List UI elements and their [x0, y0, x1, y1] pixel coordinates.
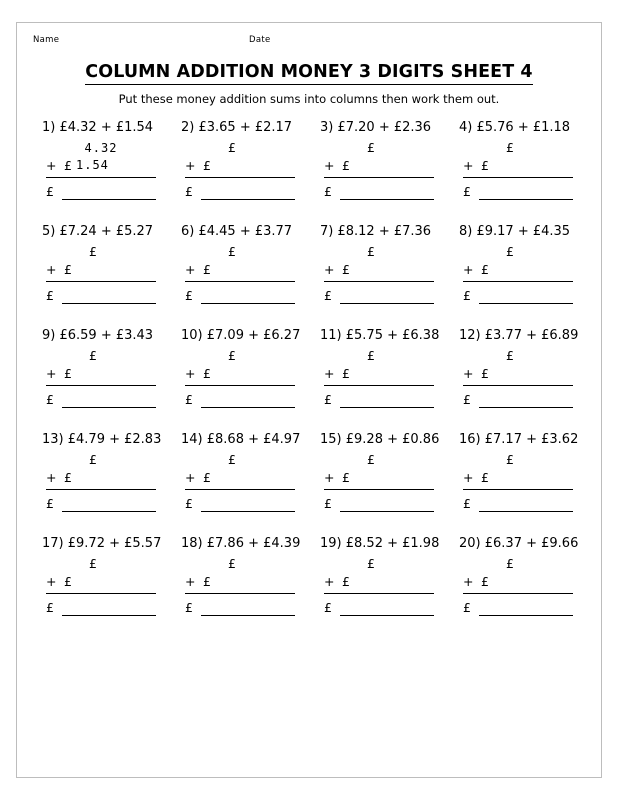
- addend-top-value: 4.32: [84, 141, 118, 155]
- question-text: 8) £9.17 + £4.35: [459, 224, 571, 239]
- addend-bottom-row: [185, 156, 295, 178]
- currency-symbol: £: [367, 348, 375, 363]
- currency-symbol: £: [64, 470, 72, 485]
- answer-rule: [479, 199, 573, 200]
- currency-symbol: £: [481, 158, 489, 173]
- answer-rule: [201, 407, 295, 408]
- name-label: Name: [33, 35, 60, 45]
- currency-symbol: £: [324, 496, 332, 511]
- answer-rule: [201, 615, 295, 616]
- currency-symbol: £: [46, 184, 54, 199]
- currency-symbol: £: [367, 556, 375, 571]
- answer-row[interactable]: [324, 286, 434, 308]
- currency-symbol: £: [203, 262, 211, 277]
- currency-symbol: £: [506, 556, 514, 571]
- plus-sign: +: [46, 366, 57, 381]
- page-title: [0, 62, 618, 82]
- answer-rule: [62, 407, 156, 408]
- currency-symbol: £: [203, 366, 211, 381]
- currency-symbol: £: [46, 392, 54, 407]
- question-cell: [34, 328, 173, 412]
- currency-symbol: £: [89, 452, 97, 467]
- currency-symbol: £: [324, 288, 332, 303]
- currency-symbol: £: [64, 158, 72, 173]
- addend-top-row: [324, 347, 434, 364]
- currency-symbol: £: [481, 574, 489, 589]
- answer-rule: [201, 511, 295, 512]
- page-title-text: COLUMN ADDITION MONEY 3 DIGITS SHEET 4: [85, 62, 532, 85]
- currency-symbol: £: [481, 262, 489, 277]
- answer-row[interactable]: [185, 286, 295, 308]
- currency-symbol: £: [185, 184, 193, 199]
- questions-grid: [34, 120, 590, 626]
- question-cell: [312, 536, 451, 620]
- question-cell: [312, 328, 451, 412]
- addend-top-row: [324, 451, 434, 468]
- question-cell: [173, 328, 312, 412]
- answer-row[interactable]: [185, 182, 295, 204]
- currency-symbol: £: [342, 158, 350, 173]
- plus-sign: +: [46, 574, 57, 589]
- answer-rule: [340, 303, 434, 304]
- addend-top-row: [463, 243, 573, 260]
- answer-row[interactable]: [324, 182, 434, 204]
- currency-symbol: £: [228, 348, 236, 363]
- addend-top-row: [185, 555, 295, 572]
- question-cell: [451, 432, 590, 516]
- question-text: 16) £7.17 + £3.62: [459, 432, 579, 447]
- answer-row[interactable]: [324, 494, 434, 516]
- answer-row[interactable]: [185, 598, 295, 620]
- working-area[interactable]: [46, 139, 156, 204]
- plus-sign: +: [463, 574, 474, 589]
- addend-bottom-row: [185, 572, 295, 594]
- addend-bottom-row: [185, 260, 295, 282]
- question-text: 9) £6.59 + £3.43: [42, 328, 154, 343]
- plus-sign: +: [46, 158, 57, 173]
- addend-bottom-row: [46, 468, 156, 490]
- question-text: 7) £8.12 + £7.36: [320, 224, 432, 239]
- question-cell: [34, 432, 173, 516]
- working-area[interactable]: [46, 243, 156, 308]
- question-text: 15) £9.28 + £0.86: [320, 432, 440, 447]
- answer-rule: [479, 303, 573, 304]
- answer-row[interactable]: [46, 390, 156, 412]
- row-spacer: [34, 418, 590, 432]
- addend-bottom-row: [185, 468, 295, 490]
- currency-symbol: £: [185, 600, 193, 615]
- question-cell: [451, 120, 590, 204]
- working-area[interactable]: [185, 243, 295, 308]
- question-cell: [173, 432, 312, 516]
- working-area[interactable]: [463, 555, 573, 620]
- addend-bottom-row: [324, 364, 434, 386]
- working-area[interactable]: [324, 347, 434, 412]
- question-cell: [312, 432, 451, 516]
- working-area[interactable]: [46, 555, 156, 620]
- row-spacer: [34, 314, 590, 328]
- working-area[interactable]: [463, 139, 573, 204]
- addend-bottom-row: [463, 260, 573, 282]
- working-area[interactable]: [463, 347, 573, 412]
- plus-sign: +: [463, 158, 474, 173]
- addend-bottom-row: [46, 156, 156, 178]
- answer-row[interactable]: [463, 182, 573, 204]
- question-row: [34, 432, 590, 516]
- currency-symbol: £: [463, 288, 471, 303]
- addend-top-row: [185, 451, 295, 468]
- answer-row[interactable]: [46, 286, 156, 308]
- addend-top-row: [46, 139, 156, 156]
- answer-rule: [62, 199, 156, 200]
- addend-top-row: [324, 139, 434, 156]
- addend-bottom-row: [324, 468, 434, 490]
- question-cell: [312, 224, 451, 308]
- question-cell: [451, 328, 590, 412]
- addend-top-row: [46, 555, 156, 572]
- plus-sign: +: [324, 262, 335, 277]
- currency-symbol: £: [64, 574, 72, 589]
- currency-symbol: £: [463, 184, 471, 199]
- answer-row[interactable]: [185, 494, 295, 516]
- question-text: 3) £7.20 + £2.36: [320, 120, 432, 135]
- currency-symbol: £: [324, 600, 332, 615]
- question-row: [34, 328, 590, 412]
- working-area[interactable]: [46, 451, 156, 516]
- currency-symbol: £: [463, 496, 471, 511]
- answer-rule: [479, 615, 573, 616]
- question-cell: [173, 224, 312, 308]
- addend-top-row: [463, 555, 573, 572]
- plus-sign: +: [324, 574, 335, 589]
- answer-row[interactable]: [46, 182, 156, 204]
- row-spacer: [34, 522, 590, 536]
- answer-row[interactable]: [46, 598, 156, 620]
- page-subtitle: Put these money addition sums into columns then work them out.: [118, 92, 500, 106]
- currency-symbol: £: [506, 452, 514, 467]
- addend-top-row: [185, 243, 295, 260]
- question-text: 5) £7.24 + £5.27: [42, 224, 154, 239]
- answer-rule: [62, 303, 156, 304]
- working-area[interactable]: [185, 451, 295, 516]
- plus-sign: +: [324, 470, 335, 485]
- question-text: 13) £4.79 + £2.83: [42, 432, 162, 447]
- plus-sign: +: [185, 574, 196, 589]
- currency-symbol: £: [64, 262, 72, 277]
- question-text: 11) £5.75 + £6.38: [320, 328, 440, 343]
- currency-symbol: £: [89, 556, 97, 571]
- answer-row[interactable]: [46, 494, 156, 516]
- plus-sign: +: [185, 158, 196, 173]
- currency-symbol: £: [203, 158, 211, 173]
- answer-row[interactable]: [463, 598, 573, 620]
- currency-symbol: £: [203, 470, 211, 485]
- plus-sign: +: [46, 470, 57, 485]
- answer-row[interactable]: [324, 390, 434, 412]
- question-text: 1) £4.32 + £1.54: [42, 120, 154, 135]
- currency-symbol: £: [342, 574, 350, 589]
- question-text: 4) £5.76 + £1.18: [459, 120, 571, 135]
- addend-top-row: [463, 347, 573, 364]
- currency-symbol: £: [324, 392, 332, 407]
- currency-symbol: £: [506, 244, 514, 259]
- currency-symbol: £: [463, 392, 471, 407]
- currency-symbol: £: [89, 244, 97, 259]
- currency-symbol: £: [46, 600, 54, 615]
- addend-top-row: [46, 347, 156, 364]
- question-cell: [173, 120, 312, 204]
- working-area[interactable]: [46, 347, 156, 412]
- currency-symbol: £: [64, 366, 72, 381]
- answer-rule: [479, 407, 573, 408]
- date-label: Date: [249, 35, 271, 45]
- answer-rule: [201, 303, 295, 304]
- question-cell: [34, 120, 173, 204]
- plus-sign: +: [463, 366, 474, 381]
- plus-sign: +: [185, 366, 196, 381]
- answer-row[interactable]: [463, 286, 573, 308]
- currency-symbol: £: [324, 184, 332, 199]
- currency-symbol: £: [228, 244, 236, 259]
- addend-bottom-row: [46, 572, 156, 594]
- question-cell: [173, 536, 312, 620]
- question-row: [34, 120, 590, 204]
- question-text: 18) £7.86 + £4.39: [181, 536, 301, 551]
- currency-symbol: £: [506, 140, 514, 155]
- question-text: 6) £4.45 + £3.77: [181, 224, 293, 239]
- currency-symbol: £: [185, 392, 193, 407]
- answer-row[interactable]: [463, 494, 573, 516]
- question-text: 19) £8.52 + £1.98: [320, 536, 440, 551]
- addend-bottom-row: [324, 156, 434, 178]
- addend-bottom-row: [463, 364, 573, 386]
- answer-rule: [479, 511, 573, 512]
- question-row: [34, 536, 590, 620]
- currency-symbol: £: [228, 452, 236, 467]
- currency-symbol: £: [185, 288, 193, 303]
- addend-top-row: [324, 243, 434, 260]
- working-area[interactable]: [324, 555, 434, 620]
- answer-rule: [340, 199, 434, 200]
- working-area[interactable]: [463, 451, 573, 516]
- answer-rule: [340, 407, 434, 408]
- currency-symbol: £: [463, 600, 471, 615]
- plus-sign: +: [185, 262, 196, 277]
- question-text: 12) £3.77 + £6.89: [459, 328, 579, 343]
- addend-top-row: [46, 243, 156, 260]
- currency-symbol: £: [46, 288, 54, 303]
- question-cell: [451, 224, 590, 308]
- question-cell: [34, 224, 173, 308]
- header-row: [16, 32, 602, 54]
- question-text: 14) £8.68 + £4.97: [181, 432, 301, 447]
- addend-bottom-row: [185, 364, 295, 386]
- answer-rule: [340, 511, 434, 512]
- addend-bottom-row: [46, 364, 156, 386]
- question-cell: [34, 536, 173, 620]
- addend-bottom-row: [324, 260, 434, 282]
- addend-top-row: [46, 451, 156, 468]
- working-area[interactable]: [463, 243, 573, 308]
- working-area[interactable]: [185, 139, 295, 204]
- addend-bottom-row: [463, 156, 573, 178]
- currency-symbol: £: [185, 496, 193, 511]
- currency-symbol: £: [46, 496, 54, 511]
- currency-symbol: £: [228, 556, 236, 571]
- addend-top-row: [463, 139, 573, 156]
- answer-rule: [201, 199, 295, 200]
- question-cell: [451, 536, 590, 620]
- question-cell: [312, 120, 451, 204]
- addend-top-row: [324, 555, 434, 572]
- currency-symbol: £: [203, 574, 211, 589]
- currency-symbol: £: [342, 366, 350, 381]
- currency-symbol: £: [481, 366, 489, 381]
- plus-sign: +: [185, 470, 196, 485]
- question-row: [34, 224, 590, 308]
- addend-top-row: [185, 347, 295, 364]
- answer-row[interactable]: [324, 598, 434, 620]
- working-area[interactable]: [324, 139, 434, 204]
- answer-rule: [62, 511, 156, 512]
- currency-symbol: £: [481, 470, 489, 485]
- question-text: 10) £7.09 + £6.27: [181, 328, 301, 343]
- plus-sign: +: [463, 262, 474, 277]
- answer-row[interactable]: [185, 390, 295, 412]
- currency-symbol: £: [342, 470, 350, 485]
- addend-bottom-row: [463, 572, 573, 594]
- working-area[interactable]: [324, 451, 434, 516]
- plus-sign: +: [463, 470, 474, 485]
- addend-bottom-row: [463, 468, 573, 490]
- answer-rule: [340, 615, 434, 616]
- addend-bottom-value: 1.54: [76, 158, 109, 172]
- working-area[interactable]: [324, 243, 434, 308]
- currency-symbol: £: [89, 348, 97, 363]
- currency-symbol: £: [367, 244, 375, 259]
- question-text: 2) £3.65 + £2.17: [181, 120, 293, 135]
- addend-bottom-row: [324, 572, 434, 594]
- answer-rule: [62, 615, 156, 616]
- working-area[interactable]: [185, 347, 295, 412]
- currency-symbol: £: [367, 452, 375, 467]
- currency-symbol: £: [228, 140, 236, 155]
- currency-symbol: £: [342, 262, 350, 277]
- question-text: 20) £6.37 + £9.66: [459, 536, 579, 551]
- plus-sign: +: [324, 366, 335, 381]
- plus-sign: +: [46, 262, 57, 277]
- question-text: 17) £9.72 + £5.57: [42, 536, 162, 551]
- working-area[interactable]: [185, 555, 295, 620]
- answer-row[interactable]: [463, 390, 573, 412]
- currency-symbol: £: [506, 348, 514, 363]
- addend-bottom-row: [46, 260, 156, 282]
- row-spacer: [34, 210, 590, 224]
- currency-symbol: £: [367, 140, 375, 155]
- plus-sign: +: [324, 158, 335, 173]
- addend-top-row: [185, 139, 295, 156]
- addend-top-row: [463, 451, 573, 468]
